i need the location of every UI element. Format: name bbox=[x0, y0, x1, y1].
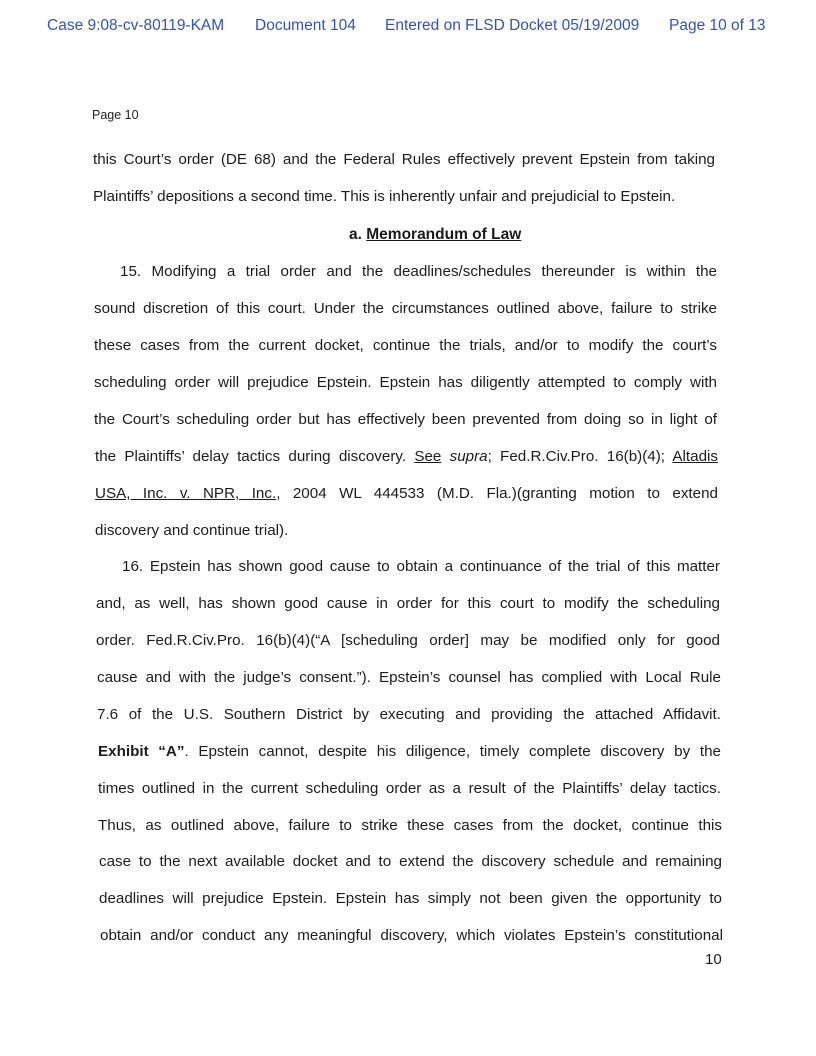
page-count: Page 10 of 13 bbox=[669, 17, 766, 34]
paragraph-15-line: scheduling order will prejudice Epstein. Epstein has diligently attempted to comply with bbox=[94, 374, 717, 391]
supra-signal: supra bbox=[449, 448, 488, 465]
paragraph-16-line: Exhibit “A”. Epstein cannot, despite his diligence, timely complete discovery by the bbox=[98, 743, 721, 760]
paragraph-16-line: times outlined in the current scheduling order as a result of the Plaintiffs’ delay tactics. bbox=[98, 780, 721, 797]
section-letter: a. bbox=[349, 226, 362, 243]
docket-header bbox=[0, 17, 816, 39]
paragraph-15-line: these cases from the current docket, continue the trials, and/or to modify the court’s bbox=[94, 337, 717, 354]
paragraph-16-line: obtain and/or conduct any meaningful discovery, which violates Epstein’s constitutional bbox=[100, 927, 723, 944]
section-heading bbox=[349, 226, 521, 244]
body-line: this Court’s order (DE 68) and the Federal Rules effectively prevent Epstein from taking bbox=[93, 151, 715, 168]
paragraph-15-line: USA, Inc. v. NPR, Inc., 2004 WL 444533 (M.D. Fla.)(granting motion to extend bbox=[95, 485, 718, 502]
see-signal: See bbox=[414, 448, 442, 465]
section-title: Memorandum of Law bbox=[366, 226, 522, 243]
case-citation: Altadis bbox=[672, 448, 718, 465]
paragraph-15-line: the Plaintiffs’ delay tactics during discovery. See supra; Fed.R.Civ.Pro. 16(b)(4); Altadis bbox=[95, 448, 718, 465]
paragraph-16-line: 16. Epstein has shown good cause to obtain a continuance of the trial of this matter bbox=[122, 558, 720, 575]
exhibit-reference: Exhibit “A” bbox=[98, 743, 185, 760]
paragraph-16-line: cause and with the judge’s consent.”). Epstein’s counsel has complied with Local Rule bbox=[97, 669, 721, 686]
paragraph-16-line: case to the next available docket and to extend the discovery schedule and remaining bbox=[99, 853, 722, 870]
paragraph-16-line: and, as well, has shown good cause in order for this court to modify the scheduling bbox=[96, 595, 720, 612]
case-citation: USA, Inc. v. NPR, Inc. bbox=[95, 485, 277, 502]
paragraph-15-line: 15. Modifying a trial order and the deadlines/schedules thereunder is within the bbox=[120, 263, 717, 280]
docket-entry-date: Entered on FLSD Docket 05/19/2009 bbox=[385, 17, 640, 34]
paragraph-15-line: sound discretion of this court. Under the circumstances outlined above, failure to strike bbox=[94, 300, 717, 317]
paragraph-16-line: 7.6 of the U.S. Southern District by executing and providing the attached Affidavit. bbox=[97, 706, 721, 723]
paragraph-16-line: order. Fed.R.Civ.Pro. 16(b)(4)(“A [scheduling order] may be modified only for good bbox=[96, 632, 720, 649]
paragraph-16-line: Thus, as outlined above, failure to strike these cases from the docket, continue this bbox=[98, 817, 722, 834]
page-label: Page 10 bbox=[92, 108, 139, 122]
document-number: Document 104 bbox=[255, 17, 356, 34]
page-number: 10 bbox=[705, 951, 722, 968]
paragraph-15-line: the Court’s scheduling order but has effectively been prevented from doing so in light of bbox=[94, 411, 717, 428]
body-line: Plaintiffs’ depositions a second time. This is inherently unfair and prejudicial to Epstein. bbox=[93, 188, 676, 205]
case-number: Case 9:08-cv-80119-KAM bbox=[47, 17, 225, 34]
paragraph-16-line: deadlines will prejudice Epstein. Epstein has simply not been given the opportunity to bbox=[99, 890, 722, 907]
paragraph-15-line: discovery and continue trial). bbox=[95, 522, 289, 539]
